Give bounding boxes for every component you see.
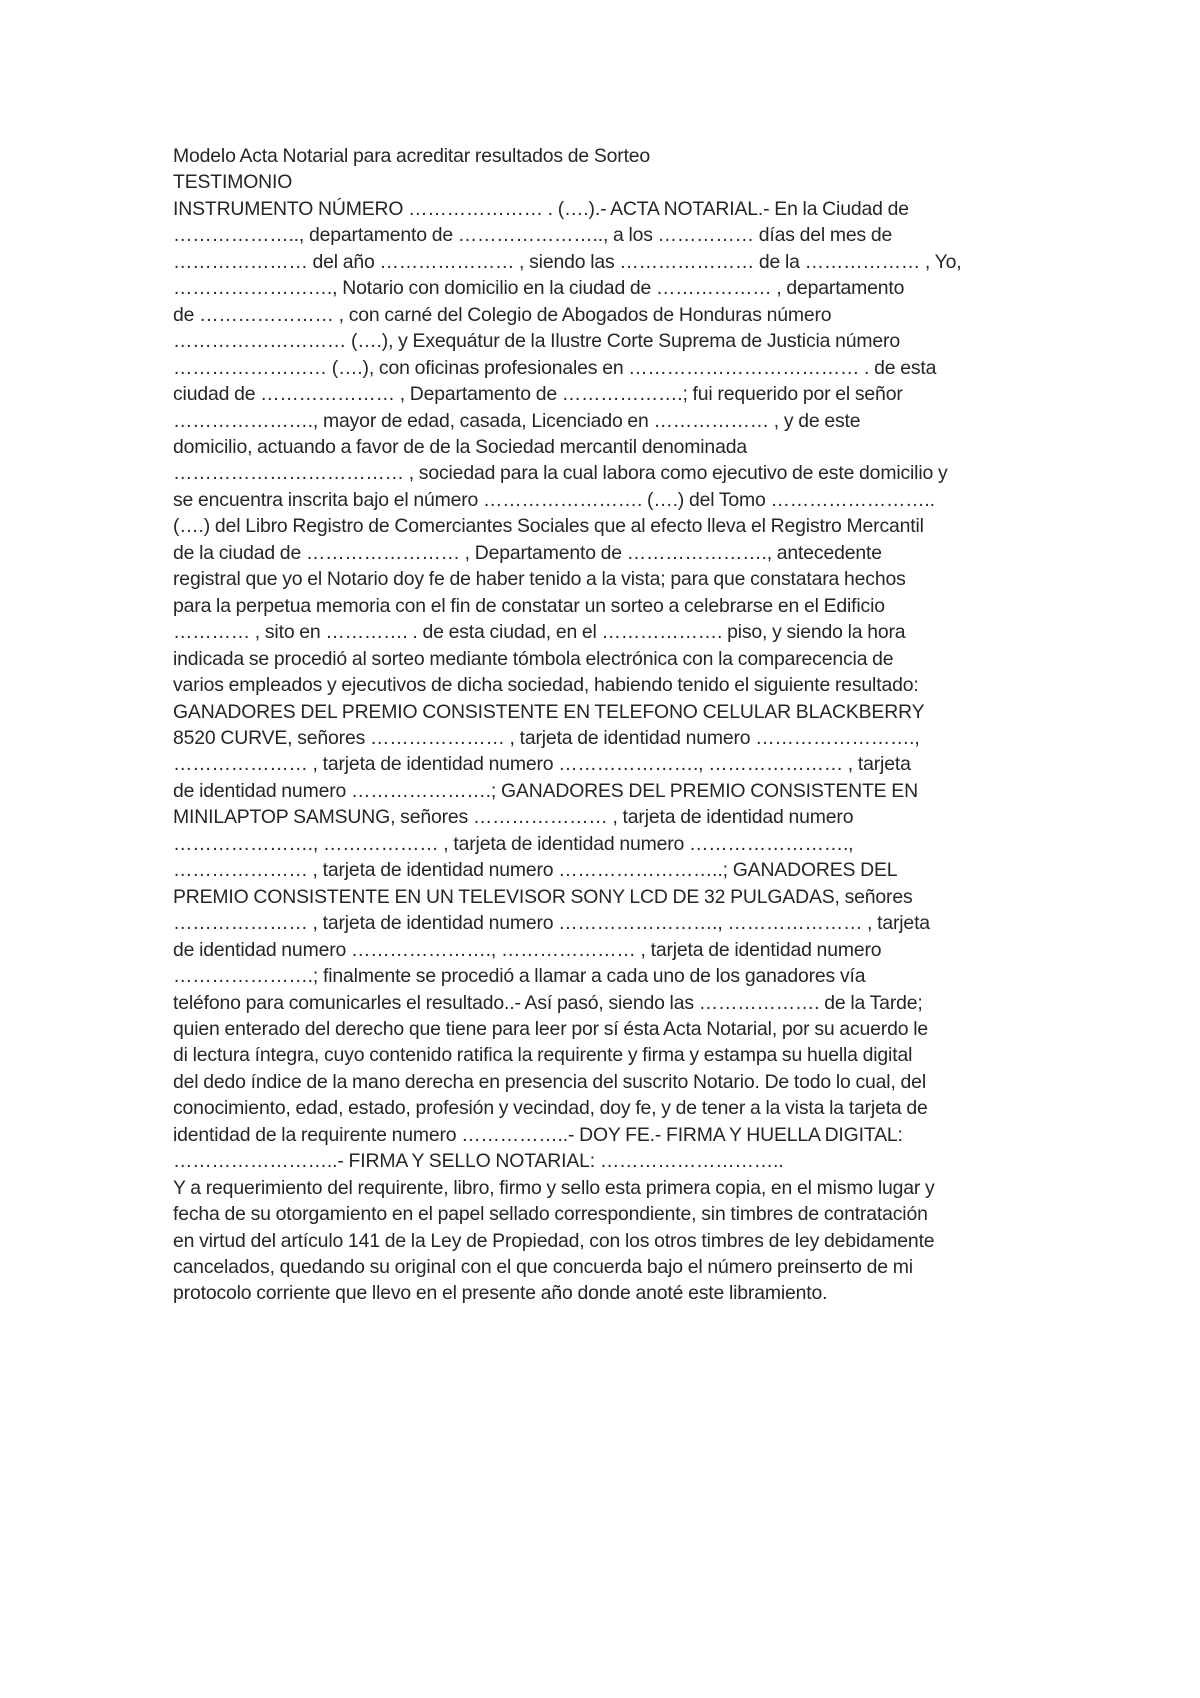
text-line: registral que yo el Notario doy fe de haber tenido a la vista; para que constatara hechos — [173, 568, 906, 591]
text-line: (….) del Libro Registro de Comerciantes Sociales que al efecto lleva el Registro Mercantil — [173, 515, 924, 538]
text-line: conocimiento, edad, estado, profesión y vecindad, doy fe, y de tener a la vista la tarjeta de — [173, 1097, 928, 1120]
text-line: ……………………………… , sociedad para la cual labora como ejecutivo de este domicilio y — [173, 462, 948, 485]
text-line: se encuentra inscrita bajo el número ……………………. (….) del Tomo …………………….. — [173, 488, 935, 511]
text-line: …………………., mayor de edad, casada, Licenciado en ……………… , y de este — [173, 409, 861, 432]
text-line: para la perpetua memoria con el fin de constatar un sorteo a celebrarse en el Edificio — [173, 594, 885, 617]
text-line: ……………………..- FIRMA Y SELLO NOTARIAL: ……………………….. — [173, 1150, 784, 1173]
text-line: ………………… , tarjeta de identidad numero ……………………., ………………… , tarjeta — [173, 912, 930, 935]
text-line: protocolo corriente que llevo en el presente año donde anoté este libramiento. — [173, 1282, 828, 1305]
text-line: ciudad de ………………… , Departamento de ……………….; fui requerido por el señor — [173, 383, 903, 406]
text-line: identidad de la requirente numero ……………..- DOY FE.- FIRMA Y HUELLA DIGITAL: — [173, 1123, 903, 1146]
text-line: GANADORES DEL PREMIO CONSISTENTE EN TELEFONO CELULAR BLACKBERRY — [173, 700, 925, 723]
text-line: ……………………… (….), y Exequátur de la Ilustre Corte Suprema de Justicia número — [173, 330, 900, 353]
text-line: en virtud del artículo 141 de la Ley de Propiedad, con los otros timbres de ley debidamente — [173, 1229, 935, 1252]
text-line: ………………… del año ………………… , siendo las ………………… de la ……………… , Yo, — [173, 250, 962, 273]
text-line: indicada se procedió al sorteo mediante tómbola electrónica con la comparecencia de — [173, 647, 894, 670]
document-heading-testimonio: TESTIMONIO — [173, 171, 293, 194]
text-line: ………… , sito en …………. . de esta ciudad, en el ………………. piso, y siendo la hora — [173, 621, 906, 644]
text-line: MINILAPTOP SAMSUNG, señores ………………… , tarjeta de identidad numero — [173, 806, 854, 829]
text-line: ………………… , tarjeta de identidad numero ……………………..; GANADORES DEL — [173, 859, 898, 882]
document-body — [173, 143, 1045, 1307]
text-line: PREMIO CONSISTENTE EN UN TELEVISOR SONY LCD DE 32 PULGADAS, señores — [173, 885, 913, 908]
text-line: ……………….., departamento de ………………….., a los …………… días del mes de — [173, 224, 893, 247]
document-title: Modelo Acta Notarial para acreditar resultados de Sorteo — [173, 145, 651, 167]
text-line: del dedo índice de la mano derecha en presencia del suscrito Notario. De todo lo cual, del — [173, 1070, 926, 1093]
text-line: domicilio, actuando a favor de de la Sociedad mercantil denominada — [173, 435, 747, 458]
text-line: de la ciudad de …………………… , Departamento de …………………., antecedente — [173, 541, 882, 564]
text-line: ……………………., Notario con domicilio en la ciudad de ……………… , departamento — [173, 277, 905, 300]
text-line: fecha de su otorgamiento en el papel sellado correspondiente, sin timbres de contratación — [173, 1203, 928, 1226]
text-line: de identidad numero ………………….; GANADORES DEL PREMIO CONSISTENTE EN — [173, 779, 918, 802]
text-line: cancelados, quedando su original con el que concuerda bajo el número preinserto de mi — [173, 1256, 913, 1279]
text-line: di lectura íntegra, cuyo contenido ratifica la requirente y firma y estampa su huella digital — [173, 1044, 913, 1067]
text-line: varios empleados y ejecutivos de dicha sociedad, habiendo tenido el siguiente resultado: — [173, 674, 919, 697]
text-line: …………………… (….), con oficinas profesionales en ……………………………… . de esta — [173, 356, 937, 379]
text-line: ………………… , tarjeta de identidad numero …………………., ………………… , tarjeta — [173, 753, 911, 776]
text-line: de identidad numero …………………., ………………… , tarjeta de identidad numero — [173, 938, 882, 961]
text-line: teléfono para comunicarles el resultado..- Así pasó, siendo las ………………. de la Tarde; — [173, 991, 923, 1014]
text-line: 8520 CURVE, señores ………………… , tarjeta de identidad numero ……………………., — [173, 726, 920, 749]
text-line: ………………….; finalmente se procedió a llamar a cada uno de los ganadores vía — [173, 965, 866, 988]
text-line: de ………………… , con carné del Colegio de Abogados de Honduras número — [173, 303, 832, 326]
text-line: …………………., ……………… , tarjeta de identidad numero ……………………., — [173, 832, 854, 855]
text-line: quien enterado del derecho que tiene para leer por sí ésta Acta Notarial, por su acuerdo le — [173, 1017, 928, 1040]
text-line: INSTRUMENTO NÚMERO ………………… . (….).- ACTA NOTARIAL.- En la Ciudad de — [173, 197, 909, 220]
text-line: Y a requerimiento del requirente, libro, firmo y sello esta primera copia, en el mismo lugar y — [173, 1176, 935, 1199]
